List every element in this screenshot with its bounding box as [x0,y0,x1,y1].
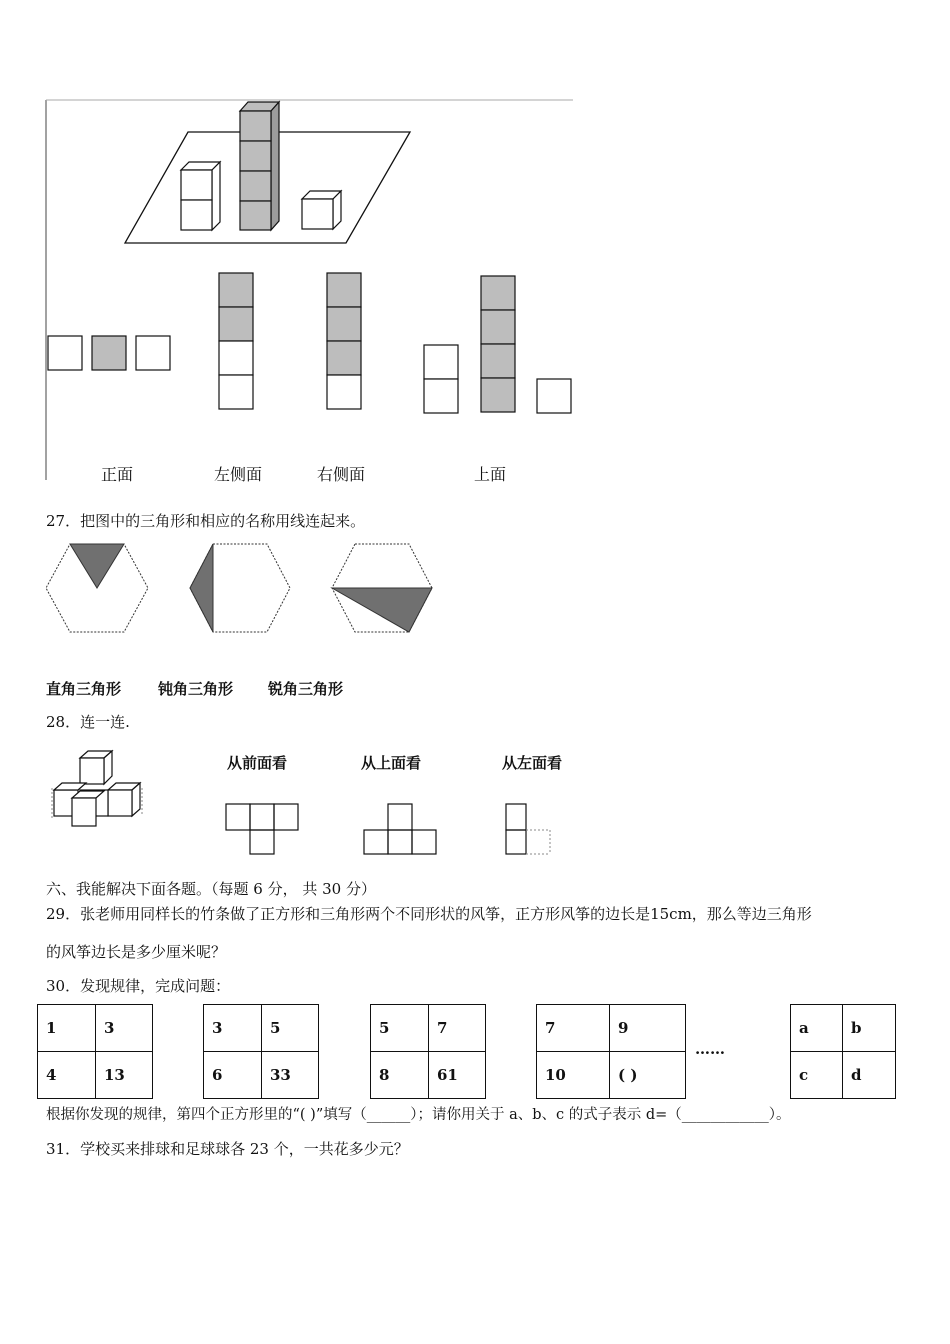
square-cell: 7 [429,1005,486,1052]
front-view-cube [92,336,126,370]
square-cell: 33 [262,1052,319,1099]
triangle-name-right: 直角三角形 [46,680,122,698]
hexagon-acute [46,544,148,632]
pattern-square-3 [370,1004,486,1099]
q27-hexagons [40,538,440,638]
square-cell: 10 [537,1052,610,1099]
square-cell: c [791,1052,843,1099]
square-cell: b [843,1005,896,1052]
q31-prompt: 31．学校买来排球和足球球各 23 个，一共花多少元？ [46,1140,409,1158]
square-cell: 4 [38,1052,96,1099]
q28-label-front: 从前面看 [227,754,288,772]
front-view-cube [48,336,82,370]
answer-blank-cell: ( ) [610,1052,686,1099]
square-cell: 1 [38,1005,96,1052]
square-cell: 6 [204,1052,262,1099]
hexagon-obtuse [190,544,290,632]
square-cell: 8 [371,1052,429,1099]
section6-heading: 六、我能解决下面各题。（每题 6 分， 共 30 分） [46,880,376,898]
front-view-cube [136,336,170,370]
square-cell: d [843,1052,896,1099]
view-label-top: 上面 [474,465,507,484]
ellipsis: …… [695,1040,725,1058]
square-cell: 5 [371,1005,429,1052]
square-cell: 5 [262,1005,319,1052]
hexagon-right [332,544,432,632]
square-cell: 3 [204,1005,262,1052]
square-cell: 7 [537,1005,610,1052]
square-cell: 61 [429,1052,486,1099]
q28-prompt: 28．连一连. [46,713,130,731]
q28-label-left: 从左面看 [502,754,563,772]
view-label-right: 右侧面 [317,465,366,484]
q28-solid [46,748,156,833]
q29-line1: 29．张老师用同样长的竹条做了正方形和三角形两个不同形状的风筝，正方形风筝的边长是15cm，那么等边三角形 [46,905,812,923]
triangle-name-obtuse: 钝角三角形 [158,680,234,698]
q29-line2: 的风筝边长是多少厘米呢？ [46,943,227,961]
q30-prompt: 30．发现规律，完成问题： [46,977,231,995]
q27-prompt: 27．把图中的三角形和相应的名称用线连起来。 [46,512,366,530]
square-cell: 3 [96,1005,153,1052]
q30-answer-line: 根据你发现的规律，第四个正方形里的“( )”填写（______）；请你用关于 a、b、c 的式子表示 d=（____________）。 [46,1107,791,1123]
view-label-left: 左侧面 [214,465,263,484]
pattern-square-general [790,1004,896,1099]
q28-label-top: 从上面看 [361,754,422,772]
square-cell: 9 [610,1005,686,1052]
pattern-square-2 [203,1004,319,1099]
q28-view-shapes [220,800,560,860]
square-cell: 13 [96,1052,153,1099]
q26-figure [40,95,580,490]
pattern-square-1 [37,1004,153,1099]
view-label-front: 正面 [101,465,134,484]
triangle-name-acute: 锐角三角形 [268,680,344,698]
square-cell: a [791,1005,843,1052]
pattern-square-4 [536,1004,686,1099]
